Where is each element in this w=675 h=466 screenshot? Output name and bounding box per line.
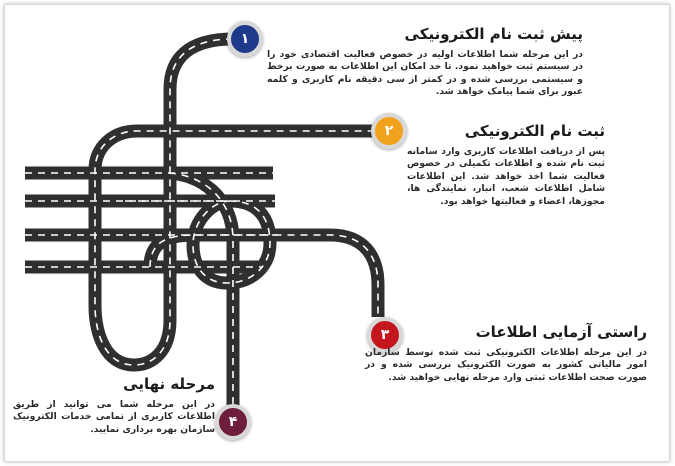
infographic-frame [4, 4, 670, 462]
step-1-number-badge: ۱ [227, 21, 263, 57]
step-4-title: مرحله نهایی [123, 375, 215, 393]
step-4-number-badge: ۴ [215, 404, 251, 440]
step-4-description: در این مرحله شما می توانید از طریق اطلاعات کاربری از تمامی خدمات الکترونیک سازمان بهره برداری نمایید. [13, 399, 215, 435]
step-3-number-badge: ۳ [367, 317, 403, 353]
step-1-description: در این مرحله شما اطلاعات اولیه در خصوص فعالیت اقتصادی خود را در سیستم ثبت خواهید نمود. تا حد امکان این اطلاعات به صورت برخط و سیستمی بررسی شده و در کمتر از سی دقیقه نام کاربری و کلمه عبور برای شما پیامک خواهد شد. [267, 49, 583, 98]
step-3-title: راستی آزمایی اطلاعات [475, 323, 647, 341]
step-2-description: پس از دریافت اطلاعات کاربری وارد سامانه ثبت نام شده و اطلاعات تکمیلی در خصوص فعالیت شما اخذ خواهد شد. این اطلاعات شامل اطلاعات شعب، انبار، نمایندگی ها، مجوزها، اعضاء و فعالیتها خواهد بود. [407, 146, 605, 207]
step-2-title: ثبت نام الکترونیکی [464, 122, 605, 140]
step-3-block [365, 323, 647, 384]
step-3-description: در این مرحله اطلاعات الکترونیکی ثبت شده توسط سازمان امور مالیاتی کشور به صورت الکترونیک بررسی شده و در صورت صحت اطلاعات ثبتی وارد مرحله نهایی خواهید شد. [365, 347, 647, 383]
step-1-title: پیش ثبت نام الکترونیکی [404, 25, 583, 43]
step-2-block [407, 122, 605, 208]
step-1-block [267, 25, 583, 99]
step-4-block [13, 375, 215, 436]
step-2-number-badge: ۲ [371, 113, 407, 149]
